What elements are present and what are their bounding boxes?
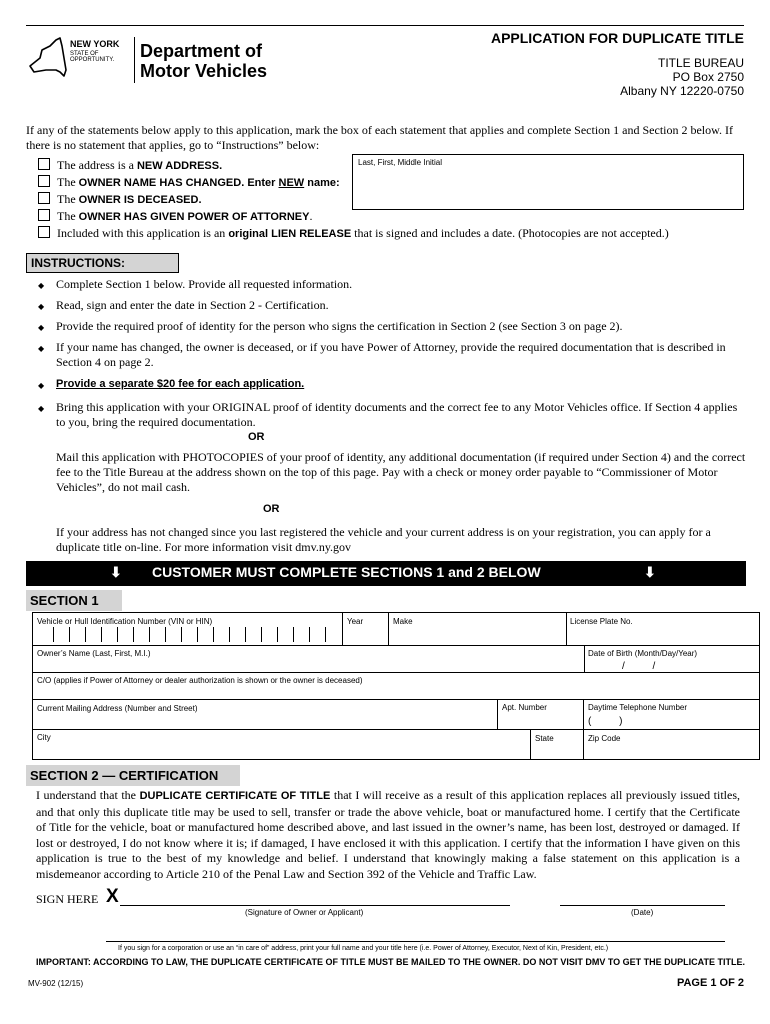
instruction-mail: Mail this application with PHOTOCOPIES of your proof of identity, any additional documentation (if required under Section 4) and the correct fee to the Title Bureau at the address shown on the top of this page. Pay with a check or money order payable to “Commissioner of Motor Vehicles”, do not mail cash.	[56, 450, 746, 494]
or-separator-1: OR	[248, 431, 265, 443]
corporation-note: If you sign for a corporation or use an “in care of” address, print your full name and your title here (i.e. Power of Attorney, Executor, Next of Kin, President, etc.)	[118, 945, 609, 952]
make-label: Make	[393, 617, 413, 626]
bullet-diamond-icon: ◆	[38, 323, 45, 332]
logo-dept-line1: Department of	[140, 41, 263, 61]
corporation-title-field[interactable]	[106, 924, 725, 941]
instruction-5-fee: Provide a separate $20 fee for each application.	[56, 378, 305, 390]
instruction-online: If your address has not changed since you last registered the vehicle and your current address is on your registration, you can apply for a duplicate title on-line. For more information visit dmv.ny.gov	[56, 525, 711, 554]
year-label: Year	[347, 617, 364, 626]
date-caption: (Date)	[631, 908, 654, 917]
form-number: MV-902 (12/15)	[28, 979, 84, 988]
sign-here-x: X	[106, 886, 119, 907]
corporation-title-line	[106, 941, 725, 942]
mailing-address-label: Current Mailing Address (Number and Street)	[37, 704, 198, 713]
checkbox-lien-release-label: Included with this application is an original LIEN RELEASE that is signed and includes a date. (Photocopies are not accepted.)	[57, 226, 669, 240]
form-title: APPLICATION FOR DUPLICATE TITLE	[490, 30, 744, 46]
section2-heading: SECTION 2 — CERTIFICATION	[26, 765, 240, 786]
owner-name-label: Owner’s Name (Last, First, M.I.)	[37, 649, 151, 658]
checkbox-new-address[interactable]	[38, 158, 50, 170]
logo-state-line1: STATE OF	[70, 51, 99, 57]
new-name-field-label: Last, First, Middle Initial	[358, 158, 443, 167]
important-notice: IMPORTANT: ACCORDING TO LAW, THE DUPLICATE CERTIFICATE OF TITLE MUST BE MAILED TO THE OWNER. DO NOT VISIT DMV TO GET THE DUPLICATE TITLE.	[36, 957, 745, 967]
customer-must-complete-banner	[26, 561, 746, 586]
bullet-diamond-icon: ◆	[38, 404, 45, 413]
signature-field[interactable]	[120, 888, 510, 905]
checkbox-owner-name-changed[interactable]	[38, 175, 50, 187]
state-label: State	[535, 734, 554, 743]
sign-here-label: SIGN HERE	[36, 892, 99, 906]
instruction-1: Complete Section 1 below. Provide all requested information.	[56, 277, 353, 291]
phone-parentheses: ( )	[588, 716, 623, 727]
dob-label: Date of Birth (Month/Day/Year)	[588, 649, 698, 658]
instruction-3: Provide the required proof of identity for the person who signs the certification in Section 2 (see Section 3 on page 2).	[56, 319, 623, 333]
city-field[interactable]	[33, 730, 530, 760]
checkbox-power-of-attorney-label: The OWNER HAS GIVEN POWER OF ATTORNEY.	[57, 209, 313, 223]
arrow-down-icon: ⬇	[110, 564, 122, 580]
date-line	[560, 905, 725, 906]
address-line-3: Albany NY 12220-0750	[620, 84, 744, 98]
page-number: PAGE 1 OF 2	[676, 977, 744, 989]
logo-state-line2: OPPORTUNITY.	[70, 57, 115, 63]
header-rule	[26, 25, 744, 26]
co-label: C/O (applies if Power of Attorney or dealer authorization is shown or the owner is deceased)	[37, 676, 363, 685]
bullet-diamond-icon: ◆	[38, 344, 45, 353]
arrow-down-icon: ⬇	[644, 564, 656, 580]
new-york-state-outline-icon	[26, 36, 70, 80]
checkbox-lien-release[interactable]	[38, 226, 50, 238]
instruction-2: Read, sign and enter the date in Section 2 - Certification.	[56, 298, 329, 312]
checkbox-owner-deceased-label: The OWNER IS DECEASED.	[57, 192, 202, 206]
checkbox-new-address-label: The address is a NEW ADDRESS.	[57, 158, 223, 172]
intro-text: If any of the statements below apply to this application, mark the box of each statement that applies and complete Section 1 and Section 2 below. If there is no statement that applies, go to “Instructions” below:	[26, 123, 734, 152]
bullet-diamond-icon: ◆	[38, 281, 45, 290]
city-label: City	[37, 733, 51, 742]
phone-label: Daytime Telephone Number	[588, 703, 688, 712]
section1-heading: SECTION 1	[26, 590, 122, 611]
checkbox-power-of-attorney[interactable]	[38, 209, 50, 221]
or-separator-2: OR	[263, 503, 280, 515]
instruction-4: If your name has changed, the owner is deceased, or if you have Power of Attorney, provide the required documentation that is described in Section 4 on page 2.	[56, 340, 726, 369]
address-line-1: TITLE BUREAU	[657, 56, 744, 70]
certification-text: I understand that the DUPLICATE CERTIFICATE OF TITLE that I will receive as a result of this application replaces all previously issued titles, and that only this duplicate title may be used to sell, transfer or trade the above vehicle, boat or manufactured home. I certify that the Certificate of Title for the vehicle, boat or manufactured home described above, and last issued in the owner’s name, has been lost, destroyed or damaged. If lost or destroyed, I do not know where it is; if damaged, I have enclosed it with this application. I certify that the information I have given on this application is true to the best of my knowledge and belief. I understand that knowingly making a false statement on this application is a misdemeanor according to Article 210 of the Penal Law and Section 392 of the Vehicle and Traffic Law.	[36, 788, 741, 881]
logo-divider	[134, 37, 135, 83]
apt-label: Apt. Number	[502, 703, 547, 712]
signature-line	[120, 905, 510, 906]
make-field[interactable]	[389, 613, 566, 645]
address-line-2: PO Box 2750	[672, 70, 744, 84]
bullet-diamond-icon: ◆	[38, 381, 45, 390]
zip-label: Zip Code	[588, 734, 621, 743]
date-field[interactable]	[560, 888, 725, 905]
plate-label: License Plate No.	[570, 617, 633, 626]
new-name-field[interactable]	[352, 154, 744, 210]
signature-caption: (Signature of Owner or Applicant)	[245, 908, 364, 917]
dob-separators: / /	[622, 661, 656, 672]
instruction-6: Bring this application with your ORIGINAL proof of identity documents and the correct fee to any Motor Vehicles office. If Section 4 applies to you, bring the required documentation.	[56, 400, 738, 429]
banner-text: CUSTOMER MUST COMPLETE SECTIONS 1 and 2 BELOW	[152, 564, 541, 580]
bullet-diamond-icon: ◆	[38, 302, 45, 311]
checkbox-owner-deceased[interactable]	[38, 192, 50, 204]
logo-dept-line2: Motor Vehicles	[140, 61, 268, 81]
checkbox-owner-name-changed-label: The OWNER NAME HAS CHANGED. Enter NEW name:	[57, 175, 340, 189]
logo-ny-text: NEW YORK	[70, 39, 120, 49]
instructions-heading: INSTRUCTIONS:	[26, 253, 179, 273]
vin-label: Vehicle or Hull Identification Number (VIN or HIN)	[37, 617, 213, 626]
